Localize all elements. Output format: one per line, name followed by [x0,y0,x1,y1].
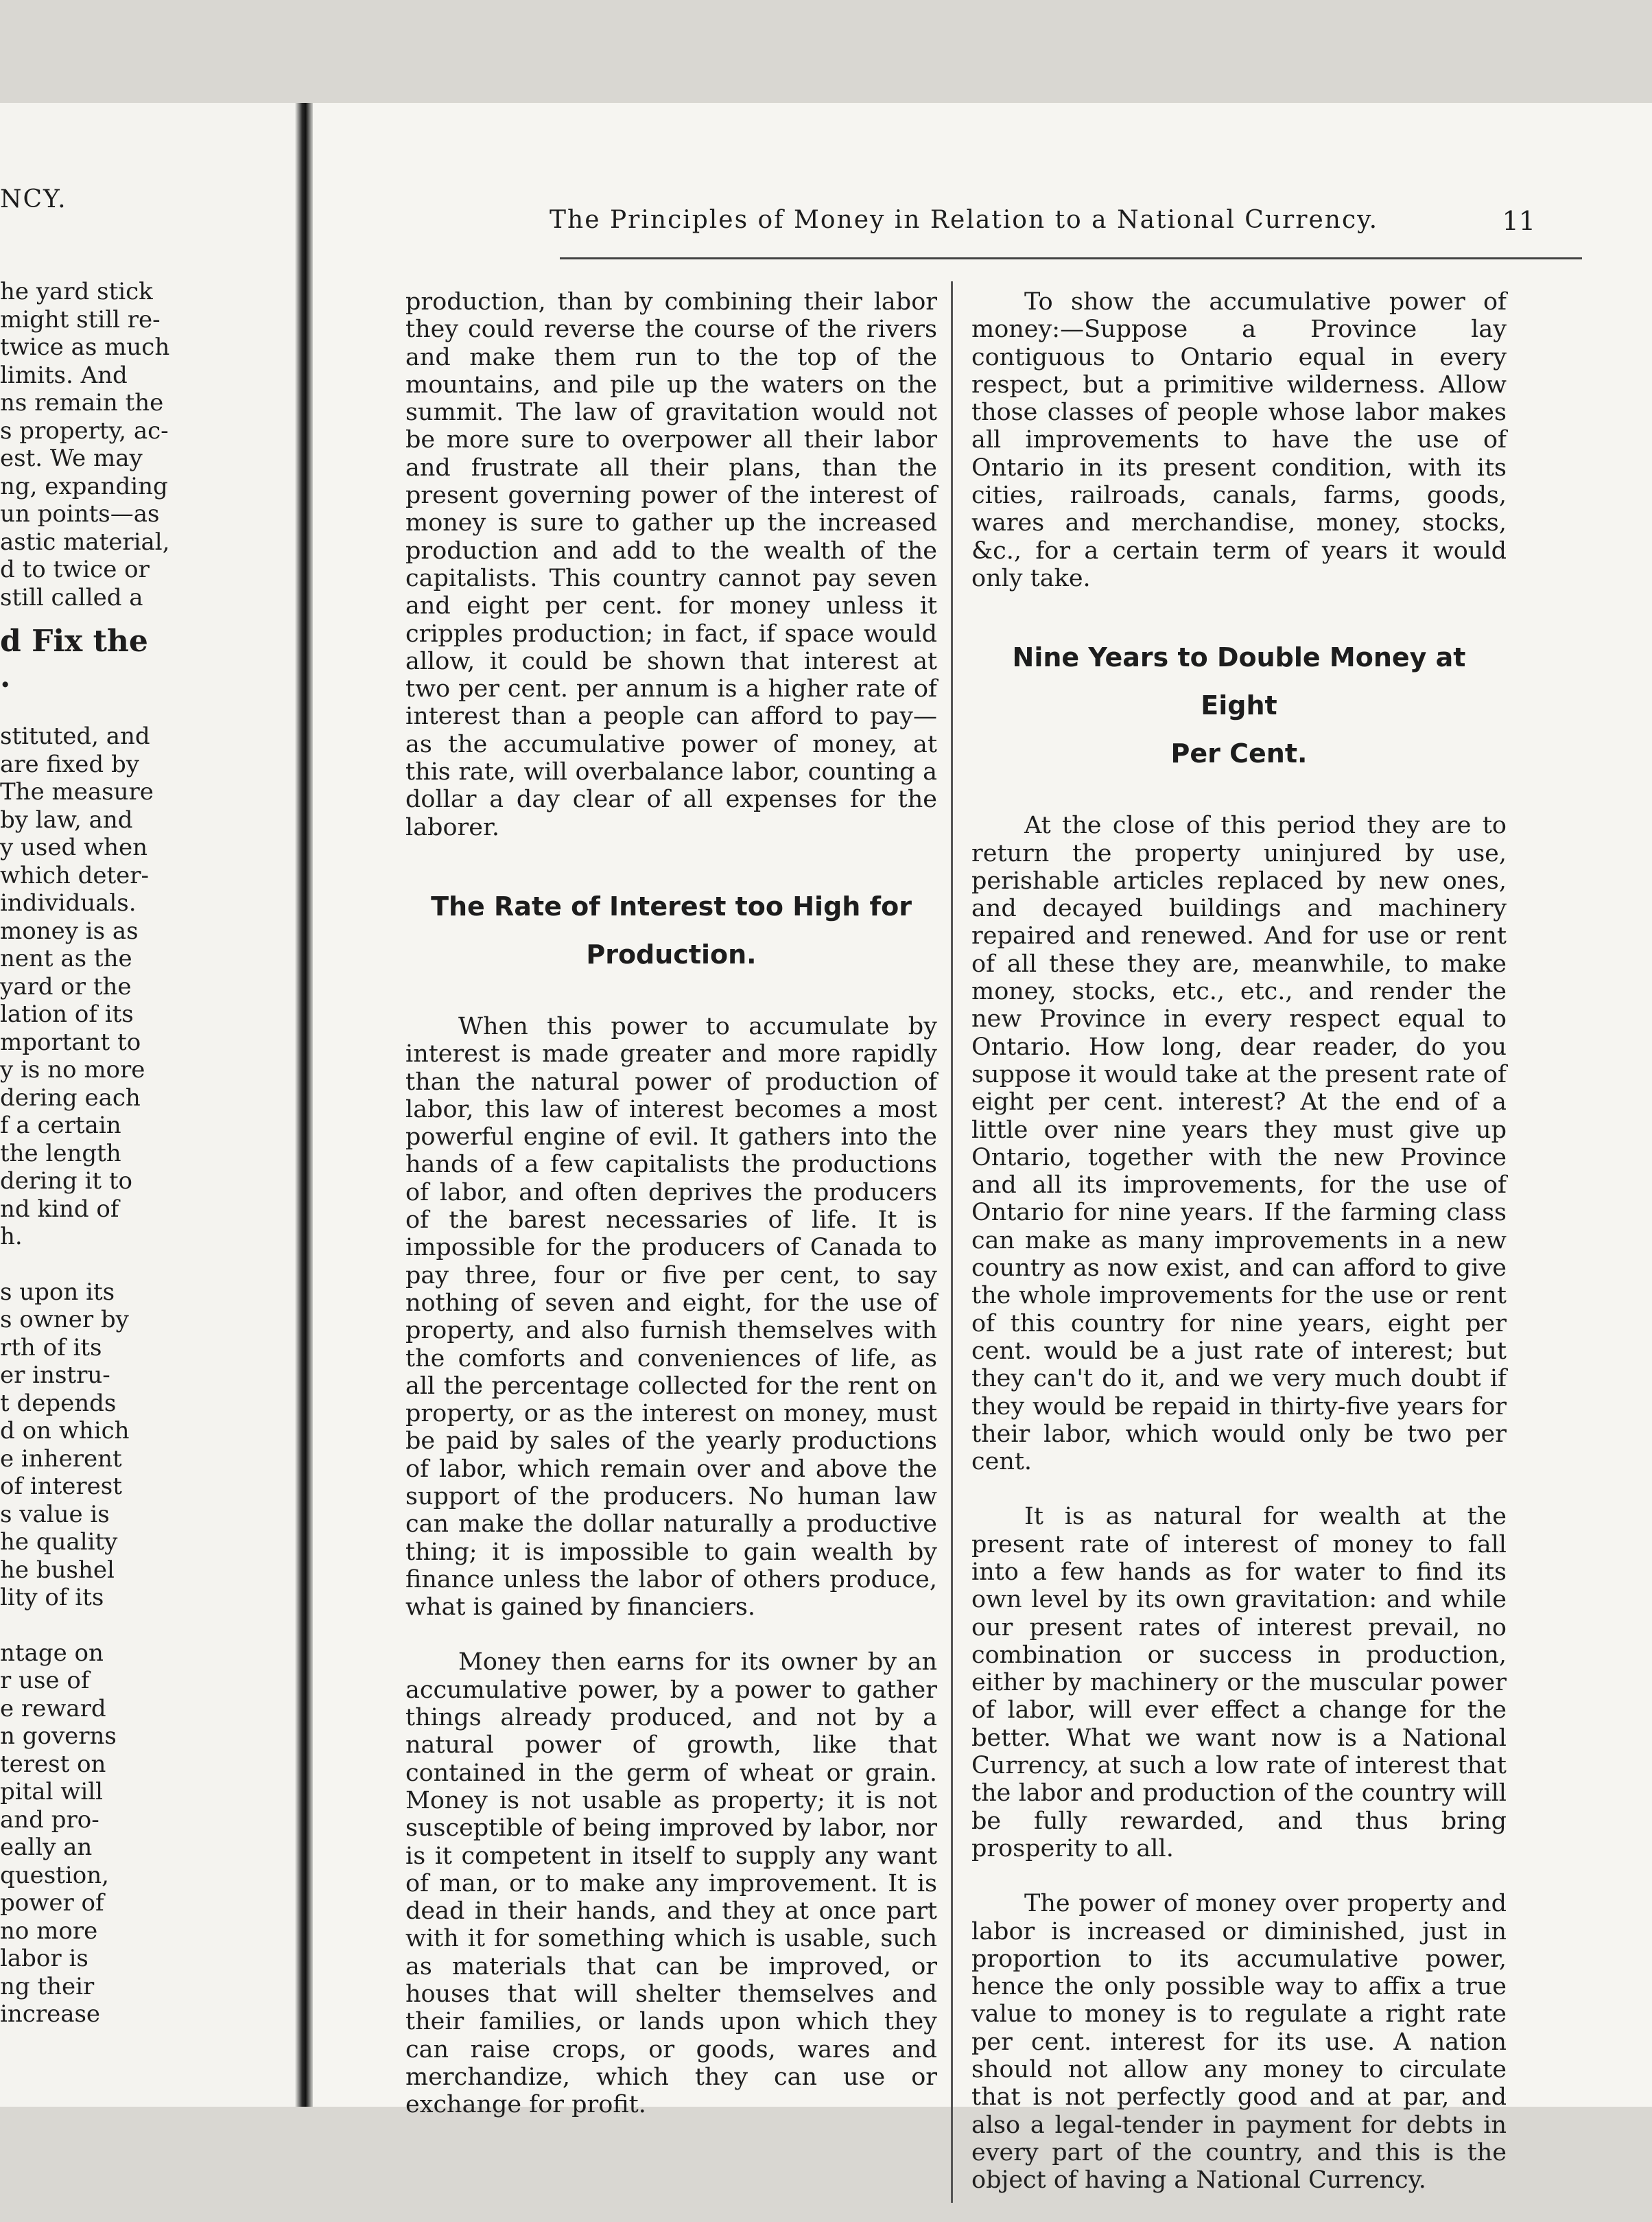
left-page-line: s upon its [0,1278,115,1306]
left-column [405,288,937,2147]
left-page-line: lity of its [0,1584,104,1611]
left-page-line: yard or the [0,972,132,1001]
heading-line: Nine Years to Double Money at Eight [1012,642,1466,721]
paragraph: production, than by combining their labor they could reverse the course of the rivers and make them run to the top of the mountains, and pile up the waters on the summit. The law of gravitation would not be more sure to overpower all their labor and frustrate all their plans, than the present governing power of the interest of money is sure to gather up the increased production and add to the wealth of the capitalists. This country cannot pay seven and eight per cent. for money unless it cripples production; in fact, if space would allow, it could be shown that interest at two per cent. per annum is a higher rate of interest than a people can afford to pay—as the accumulative power of money, at this rate, will overbalance labor, counting a dollar a day clear of all expenses for the laborer. [405,288,937,841]
left-page-line: he yard stick [0,278,153,305]
right-page [313,103,1652,2195]
left-page-line: which deter- [0,861,150,889]
left-page-line: y used when [0,834,148,861]
left-page-line: and pro- [0,1805,99,1834]
left-page-line: he quality [0,1528,118,1556]
header-rule [560,257,1582,259]
heading-line: Per Cent. [1170,738,1308,769]
left-page-line: individuals. [0,889,137,917]
left-page-line: f a certain [0,1112,121,1139]
paragraph: Money then earns for its owner by an accumulative power, by a power to gather things already produced, and not by a natural power of growth, like that contained in the germ of wheat or grain. Money is not usable as property; it is not susceptible of being improved by labor, nor is it competent in itself to supply any want of man, or to make any improvement. It is dead in their hands, and they at once part with it for something which is usable, such as materials that can be improved, or houses that will shelter themselves and their families, or lands upon which they can raise crops, or goods, wares and merchandize, which they can use or exchange for profit. [405,1648,937,2119]
left-page-line: e reward [0,1694,106,1722]
left-page-line: are fixed by [0,750,139,778]
left-page-line: d on which [0,1417,130,1445]
paragraph: When this power to accumulate by interest is made greater and more rapidly than the natural power of production of labor, this law of interest becomes a most powerful engine of evil. It gathers into the hands of a few capitalists the productions of labor, and often deprives the producers of the barest necessaries of life. It is impossible for the producers of Canada to pay three, four or five per cent, to say nothing of seven and eight, for the use of property, and also furnish themselves with the comforts and conveniences of life, as all the percentage collected for the rent on property, or as the interest on money, must be paid by sales of the yearly productions of labor, which remain over and above the support of the producers. No human law can make the dollar naturally a productive thing; it is impossible to gain wealth by finance unless the labor of others produce, what is gained by financiers. [405,1012,937,1622]
left-page-line: of interest [0,1473,122,1500]
left-page-line: lation of its [0,1001,134,1028]
left-page-line: d to twice or [0,556,150,583]
left-page-line: ng, expanding [0,472,168,500]
left-page-line: h. [0,1223,23,1250]
left-page-line: rth of its [0,1333,102,1361]
left-page-line: ns remain the [0,389,164,417]
left-page-line: twice as much [0,334,170,361]
left-page-line: question, [0,1861,109,1889]
left-heading-line-1: d Fix the [0,624,148,659]
left-page-line: dering each [0,1084,141,1112]
left-page-line: t depends [0,1389,117,1417]
left-page-line: no more [0,1917,98,1945]
left-page-line: ntage on [0,1639,104,1667]
left-page-line: s property, ac- [0,417,169,445]
left-page-line: the length [0,1139,121,1167]
right-column [971,288,1507,2222]
left-page-line: y is no more [0,1056,145,1084]
left-page-line: stituted, and [0,723,150,750]
left-page-line: terest on [0,1750,106,1778]
section-heading-rate-of-interest [405,882,937,979]
left-page-line: nent as the [0,945,132,972]
left-page-line: eally an [0,1834,93,1861]
left-page-line: by law, and [0,806,133,834]
paragraph: It is as natural for wealth at the present rate of interest of money to fall into a few hands as for water to find its own level by its own gravitation: and while our present rates of interest prevail, no combination or success in production, either by machinery or the muscular power of labor, will ever effect a change for the better. What we want now is a National Currency, at such a low rate of interest that the labor and production of the country will be fully rewarded, and thus bring prosperity to all. [971,1503,1507,1862]
left-page-line: pital will [0,1778,103,1805]
left-page-line: mportant to [0,1028,141,1056]
left-page-line: increase [0,2000,101,2028]
left-page-line: s value is [0,1500,110,1528]
paragraph: At the close of this period they are to return the property uninjured by use, perishable articles replaced by new ones, and decayed buildings and machinery repaired and renewed. And for use or rent of all these they are, meanwhile, to make money, stocks, etc., etc., and render the new Province in every respect equal to Ontario. How long, dear reader, do you suppose it would take at the present rate of eight per cent. interest? At the end of a little over nine years they must give up Ontario, together with the new Province and all its improvements, for the use of Ontario for nine years. If the farming class can make as many improvements in a new country as now exist, and can afford to give the whole improvements for the use or rent of this country for nine years, eight per cent. would be a just rate of interest; but they can't do it, and we very much doubt if they would be repaid in thirty-five years for their labor, which would only be two per cent. [971,812,1507,1476]
left-page-line: est. We may [0,445,143,472]
left-page-line: power of [0,1889,104,1917]
left-page-line: e inherent [0,1445,122,1473]
running-head: The Principles of Money in Relation to a National Currency. [550,206,1379,234]
heading-line: Production. [586,939,757,970]
left-page-line: dering it to [0,1167,132,1195]
book-spine [295,103,313,2107]
left-page-line: n governs [0,1722,117,1750]
left-page-line: limits. And [0,361,128,389]
left-page-line: ng their [0,1972,95,2000]
left-page-line: The measure [0,778,154,806]
section-heading-nine-years [971,633,1507,777]
left-page-line: money is as [0,917,139,945]
left-page-line: labor is [0,1945,88,1972]
left-page-line: un points—as [0,500,160,528]
left-page-fragment [0,103,295,2107]
left-page-line: r use of [0,1667,90,1694]
paragraph: The power of money over property and labor is increased or diminished, just in proportion to its accumulative power, hence the only possible way to affix a true value to money is to regulate a right rate per cent. interest for its use. A nation should not allow any money to circulate that is not perfectly good and at par, and also a legal-tender in payment for debts in every part of the country, and this is the object of having a National Currency. [971,1890,1507,2195]
left-page-line: might still re- [0,305,161,334]
left-heading-line-2: . [0,659,11,694]
left-page-line: still called a [0,583,143,611]
column-rule [951,281,953,2203]
left-page-line: astic material, [0,528,170,556]
left-page-line: he bushel [0,1556,115,1584]
left-running-head: NCY. [0,185,67,213]
paragraph: To show the accumulative power of money:—Suppose a Province lay contiguous to Ontario equal in every respect, but a primitive wilderness. Allow those classes of people whose labor makes all improvements to have the use of Ontario in its present condition, with its cities, railroads, canals, farms, goods, wares and merchandise, money, stocks, &c., for a certain term of years it would only take. [971,288,1507,592]
left-page-text [0,278,295,2028]
page-number: 11 [1502,206,1535,236]
heading-line: The Rate of Interest too High for [431,891,912,922]
left-page-line: nd kind of [0,1195,119,1223]
left-page-line: s owner by [0,1306,129,1333]
left-page-line: er instru- [0,1361,110,1389]
